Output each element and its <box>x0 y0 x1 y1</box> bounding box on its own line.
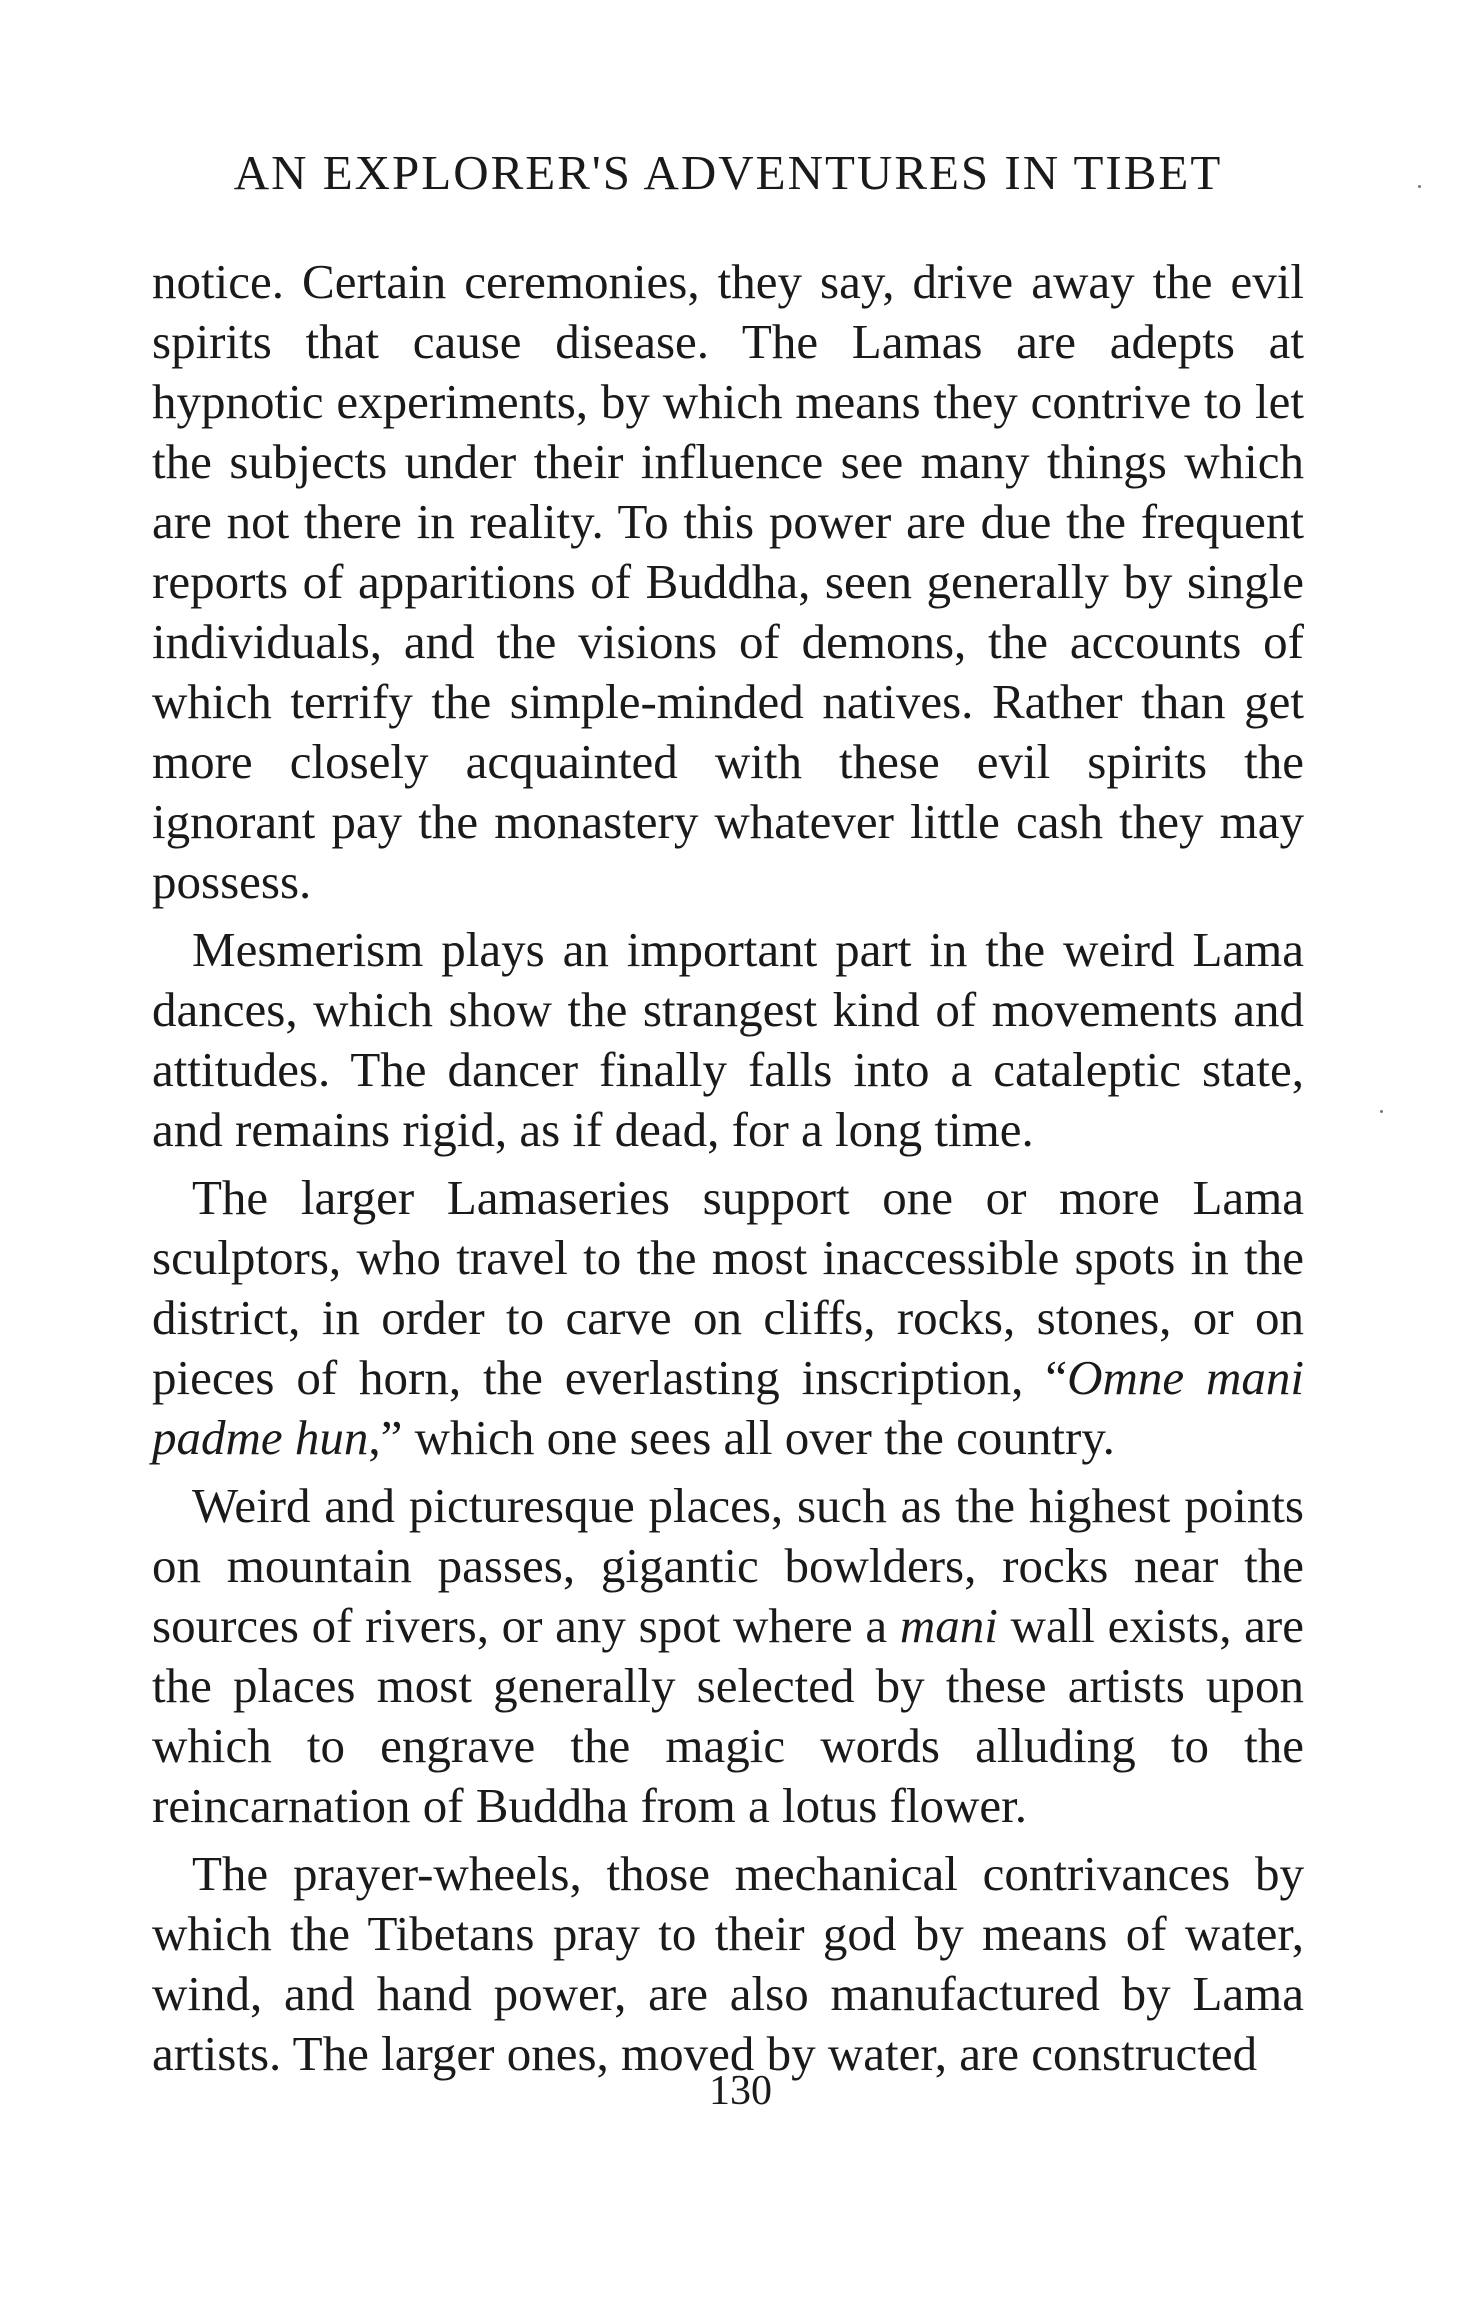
text-run: The prayer-wheels, those mechanical contrivances by which the Tibetans pray to their god by means of water, wind, and hand power, are also manufactured by Lama artists. The larger ones, moved by water, are constructed <box>152 1846 1304 2081</box>
text-run: Mesmerism plays an important part in the weird Lama dances, which show the strangest kind of movements and attitudes. The dancer finally falls into a cataleptic state, and remains rigid, as if dead, for a long time. <box>152 922 1304 1157</box>
running-head: AN EXPLORER'S ADVENTURES IN TIBET <box>233 145 1223 200</box>
paragraph <box>152 1168 1304 1468</box>
paragraph <box>152 1844 1304 2084</box>
paper-speck <box>1380 1110 1383 1113</box>
italic-text: mani <box>899 1598 998 1653</box>
italic-text: Omne mani padme hun <box>152 1350 1304 1465</box>
text-run: The larger Lamaseries support one or more Lama sculptors, who travel to the most inaccessible spots in the district, in order to carve on cliffs, rocks, stones, or on pieces of horn, the everlasting inscription, “ <box>152 1170 1304 1405</box>
text-run: Weird and picturesque places, such as the highest points on mountain passes, gigantic bowlders, rocks near the sources of rivers, or any spot where a <box>152 1478 1304 1653</box>
paragraph <box>152 252 1304 912</box>
text-run: ,” which one sees all over the country. <box>368 1410 1115 1465</box>
text-run: wall exists, are the places most generally selected by these artists upon which to engrave the magic words alluding to the reincarnation of Buddha from a lotus flower. <box>152 1598 1304 1833</box>
text-run: notice. Certain ceremonies, they say, drive away the evil spirits that cause disease. The Lamas are adepts at hypnotic experiments, by which means they contrive to let the subjects under their influence see many things which are not there in reality. To this power are due the frequent reports of apparitions of Buddha, seen generally by single individuals, and the visions of demons, the accounts of which terrify the simple-minded natives. Rather than get more closely acquainted with these evil spirits the ignorant pay the monastery whatever little cash they may possess. <box>152 254 1304 909</box>
paragraph <box>152 920 1304 1160</box>
page-number: 130 <box>709 2068 772 2114</box>
body-text <box>152 252 1304 2084</box>
paragraph <box>152 1476 1304 1836</box>
paper-speck <box>1418 185 1421 188</box>
